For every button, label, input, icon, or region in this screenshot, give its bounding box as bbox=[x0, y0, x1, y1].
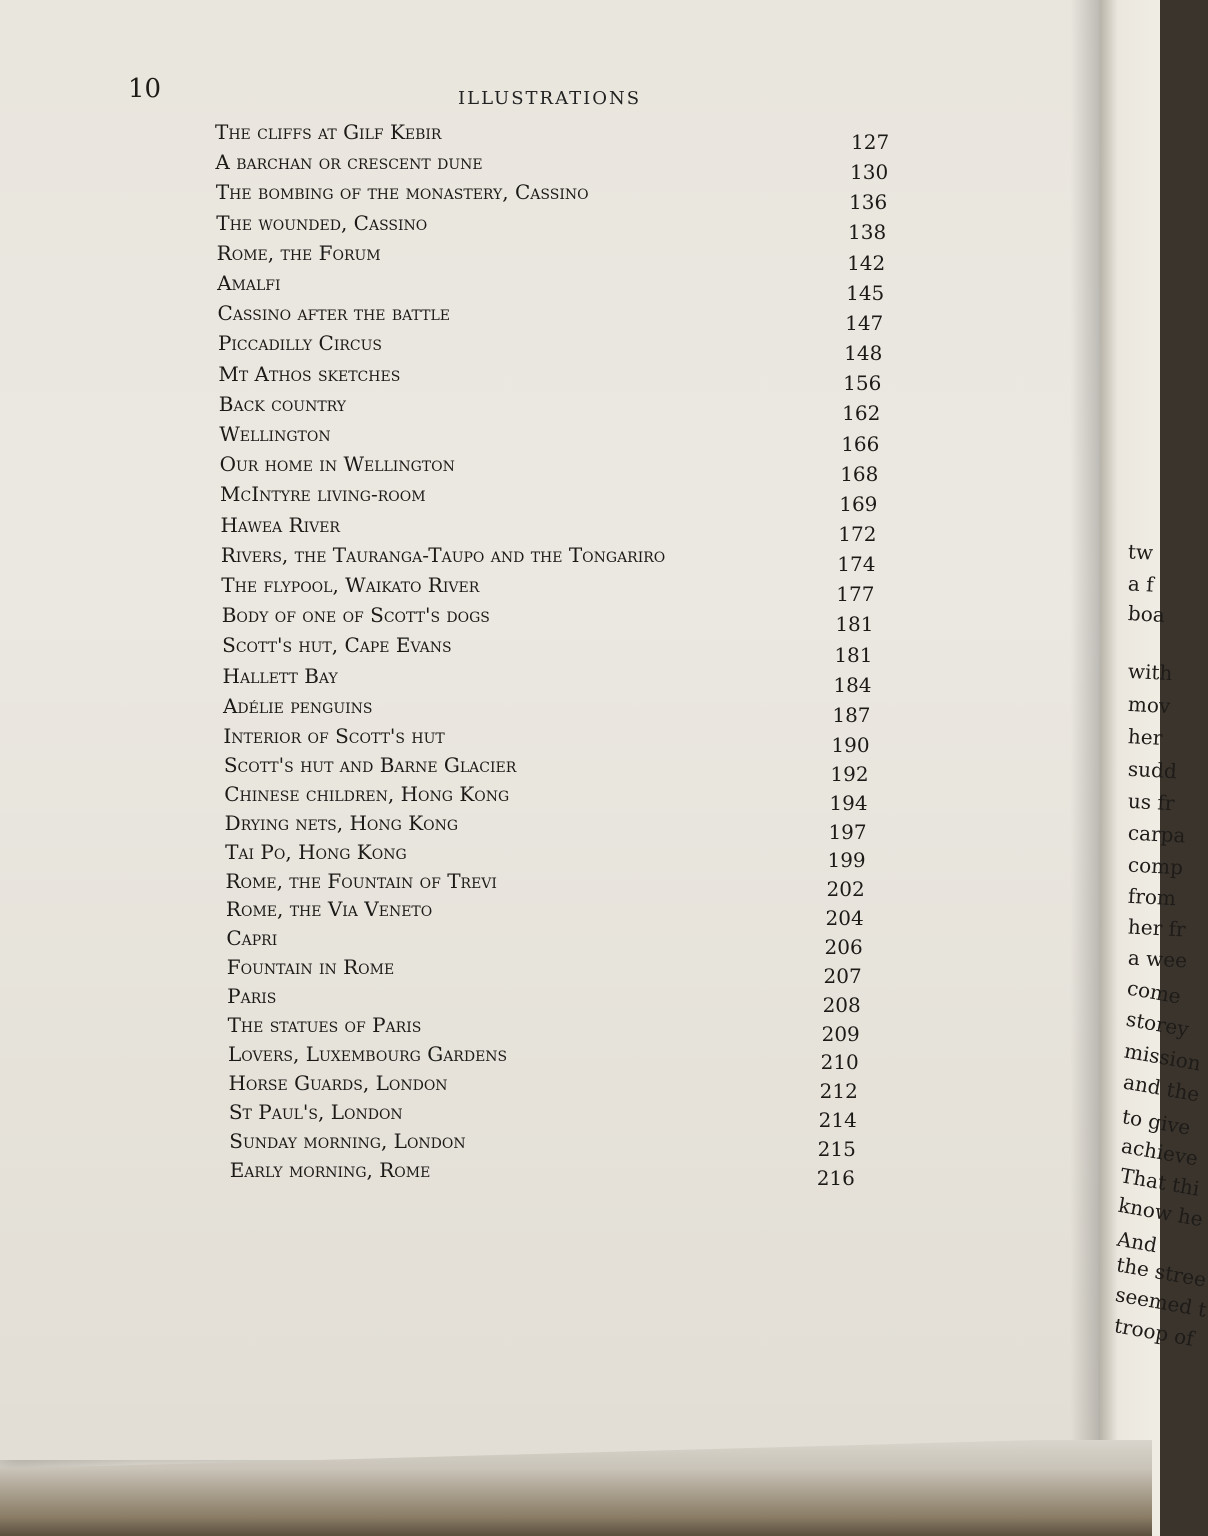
illustration-entry bbox=[216, 210, 916, 245]
illustration-entry bbox=[223, 724, 923, 757]
illustration-entry bbox=[216, 240, 917, 275]
illustration-page-number: 208 bbox=[822, 992, 861, 1017]
facing-page-fragment: a f bbox=[1127, 571, 1155, 597]
facing-page-fragment: seemed t bbox=[1113, 1282, 1208, 1322]
facing-page-fragment: And bbox=[1115, 1226, 1160, 1258]
illustration-entry bbox=[221, 573, 921, 607]
illustration-page-number: 184 bbox=[833, 672, 872, 697]
illustration-entry bbox=[218, 361, 918, 396]
illustration-entry bbox=[217, 301, 918, 335]
illustration-page-number: 147 bbox=[845, 310, 884, 335]
illustration-title: Horse Guards, London bbox=[228, 1070, 448, 1095]
illustration-entry bbox=[225, 868, 926, 902]
illustration-page-number: 190 bbox=[831, 733, 870, 757]
illustration-page-number: 199 bbox=[827, 848, 866, 873]
illustration-entry bbox=[222, 663, 923, 697]
illustration-title: Wellington bbox=[219, 422, 331, 446]
facing-page-fragment: from bbox=[1127, 883, 1177, 911]
illustration-page-number: 148 bbox=[844, 341, 883, 366]
facing-page bbox=[1100, 0, 1208, 1536]
illustration-entry bbox=[227, 984, 927, 1017]
illustration-title: The flypool, Waikato River bbox=[221, 573, 480, 597]
illustration-page-number: 181 bbox=[835, 612, 874, 637]
illustration-title: The bombing of the monastery, Cassino bbox=[215, 180, 589, 205]
illustration-title: Amalfi bbox=[217, 271, 281, 295]
illustration-page-number: 174 bbox=[837, 552, 876, 577]
illustration-entry bbox=[222, 633, 922, 667]
illustration-entry bbox=[223, 752, 924, 786]
illustration-title: Piccadilly Circus bbox=[217, 331, 382, 356]
illustration-title: McIntyre living-room bbox=[220, 482, 426, 507]
illustration-entry bbox=[225, 897, 926, 931]
running-head: ILLUSTRATIONS bbox=[458, 88, 642, 109]
illustration-page-number: 127 bbox=[851, 130, 890, 154]
facing-page-fragment: mov bbox=[1127, 691, 1171, 719]
facing-page-fragment: the stree bbox=[1114, 1252, 1208, 1292]
illustration-page-number: 156 bbox=[843, 371, 882, 396]
illustration-page-number: 212 bbox=[819, 1079, 858, 1104]
facing-page-fragment: sudd bbox=[1127, 756, 1178, 784]
illustration-page-number: 136 bbox=[849, 190, 888, 215]
illustration-page-number: 172 bbox=[838, 521, 877, 546]
illustration-page-number: 162 bbox=[842, 401, 881, 426]
illustration-entry bbox=[217, 271, 917, 305]
illustration-title: Fountain in Rome bbox=[226, 955, 395, 980]
illustration-title: Adélie penguins bbox=[222, 693, 373, 718]
facing-page-fragment: with bbox=[1127, 658, 1174, 686]
illustration-page-number: 181 bbox=[834, 642, 873, 667]
illustration-page-number: 216 bbox=[816, 1165, 855, 1190]
facing-page-fragment: come bbox=[1125, 975, 1183, 1009]
illustration-entry bbox=[226, 926, 926, 959]
facing-page-fragment: That thi bbox=[1118, 1163, 1201, 1201]
facing-page-fragment: storey bbox=[1123, 1006, 1191, 1042]
illustration-title: Lovers, Luxembourg Gardens bbox=[228, 1041, 508, 1066]
illustration-entry bbox=[228, 1099, 929, 1133]
facing-page-fragment: troop of bbox=[1112, 1313, 1196, 1351]
facing-page-fragment: mission bbox=[1122, 1038, 1204, 1076]
facing-page-fragment: achieve bbox=[1119, 1133, 1200, 1171]
illustration-entry bbox=[225, 839, 925, 873]
illustration-page-number: 138 bbox=[848, 220, 887, 245]
illustration-page-number: 202 bbox=[826, 877, 865, 902]
illustration-page-number: 145 bbox=[846, 280, 885, 305]
facing-page-fragment: her bbox=[1127, 724, 1163, 750]
illustration-page-number: 142 bbox=[847, 250, 886, 275]
facing-page-fragment: a wee bbox=[1127, 945, 1188, 973]
illustration-entry bbox=[217, 331, 918, 366]
illustration-title: A barchan or crescent dune bbox=[215, 150, 483, 175]
illustration-entry bbox=[215, 150, 915, 185]
facing-page-fragment: tw bbox=[1127, 539, 1154, 565]
illustration-entry bbox=[218, 391, 919, 426]
illustration-title: Rome, the Via Veneto bbox=[225, 897, 433, 922]
facing-page-fragment: her fr bbox=[1127, 914, 1187, 942]
facing-page-fragment: us fr bbox=[1127, 788, 1176, 816]
illustration-title: The statues of Paris bbox=[227, 1013, 422, 1037]
illustration-entry bbox=[228, 1070, 928, 1104]
illustration-title: Capri bbox=[226, 926, 278, 951]
illustration-title: Rome, the Fountain of Trevi bbox=[225, 868, 497, 893]
illustration-page-number: 197 bbox=[828, 819, 867, 844]
facing-page-fragment: boa bbox=[1127, 601, 1166, 627]
illustration-title: Chinese children, Hong Kong bbox=[224, 781, 510, 806]
illustration-page-number: 206 bbox=[824, 934, 863, 959]
illustration-title: Back country bbox=[218, 391, 347, 416]
illustration-title: Paris bbox=[227, 984, 277, 1009]
illustration-page-number: 207 bbox=[823, 963, 862, 988]
illustration-page-number: 194 bbox=[829, 790, 868, 815]
illustration-entry bbox=[224, 781, 924, 815]
illustration-entry bbox=[227, 1013, 928, 1046]
illustration-entry bbox=[222, 693, 923, 727]
illustration-title: Scott's hut, Cape Evans bbox=[222, 633, 452, 658]
illustration-page-number: 169 bbox=[839, 491, 878, 516]
illustration-title: St Paul's, London bbox=[228, 1099, 403, 1124]
illustration-page-number: 192 bbox=[830, 761, 869, 786]
illustration-title: Hawea River bbox=[220, 512, 340, 537]
facing-page-fragment: know he bbox=[1116, 1192, 1206, 1232]
illustration-entry bbox=[215, 180, 916, 215]
illustration-page-number: 177 bbox=[836, 582, 875, 607]
page-number: 10 bbox=[128, 74, 162, 104]
illustration-entry bbox=[220, 542, 921, 577]
illustration-page-number: 130 bbox=[850, 160, 889, 185]
illustration-entry bbox=[228, 1041, 928, 1075]
illustration-entry bbox=[221, 603, 922, 637]
illustration-title: Our home in Wellington bbox=[219, 452, 455, 477]
illustration-title: Early morning, Rome bbox=[229, 1157, 431, 1182]
illustration-title: Interior of Scott's hut bbox=[223, 724, 445, 748]
illustration-title: Body of one of Scott's dogs bbox=[221, 603, 490, 628]
illustration-entry bbox=[219, 422, 919, 456]
illustration-title: Scott's hut and Barne Glacier bbox=[223, 752, 517, 777]
illustration-title: Drying nets, Hong Kong bbox=[224, 810, 459, 835]
illustration-title: Cassino after the battle bbox=[217, 301, 450, 326]
illustration-title: Hallett Bay bbox=[222, 663, 338, 688]
illustration-entry bbox=[230, 1158, 930, 1188]
illustration-page-number: 166 bbox=[841, 431, 880, 456]
facing-page-fragment: to give bbox=[1120, 1104, 1193, 1140]
illustration-entry bbox=[220, 512, 920, 546]
illustration-title: Mt Athos sketches bbox=[218, 361, 401, 386]
illustration-entry bbox=[219, 452, 920, 486]
illustration-title: Tai Po, Hong Kong bbox=[225, 839, 407, 864]
illustration-page-number: 168 bbox=[840, 461, 879, 486]
illustration-page-number: 210 bbox=[820, 1050, 859, 1075]
illustration-page-number: 187 bbox=[832, 702, 871, 727]
illustration-title: Sunday morning, London bbox=[229, 1128, 466, 1153]
illustration-entry bbox=[226, 955, 927, 988]
illustration-title: The cliffs at Gilf Kebir bbox=[215, 120, 442, 144]
illustration-entry bbox=[224, 810, 925, 844]
illustration-page-number: 215 bbox=[817, 1136, 856, 1161]
illustration-title: Rome, the Forum bbox=[216, 240, 381, 265]
facing-page-fragment: comp bbox=[1127, 852, 1184, 880]
illustration-title: Rivers, the Tauranga-Taupo and the Tongariro bbox=[220, 542, 666, 567]
illustration-page-number: 204 bbox=[825, 906, 864, 931]
illustration-title: The wounded, Cassino bbox=[216, 210, 428, 235]
illustration-entry bbox=[220, 482, 920, 516]
illustration-entry bbox=[229, 1129, 929, 1159]
illustration-page-number: 214 bbox=[818, 1108, 857, 1133]
facing-page-fragment: carpa bbox=[1127, 820, 1187, 848]
illustration-entry bbox=[215, 120, 915, 154]
illustration-page-number: 209 bbox=[821, 1021, 860, 1046]
facing-page-fragment: and the bbox=[1121, 1069, 1202, 1107]
